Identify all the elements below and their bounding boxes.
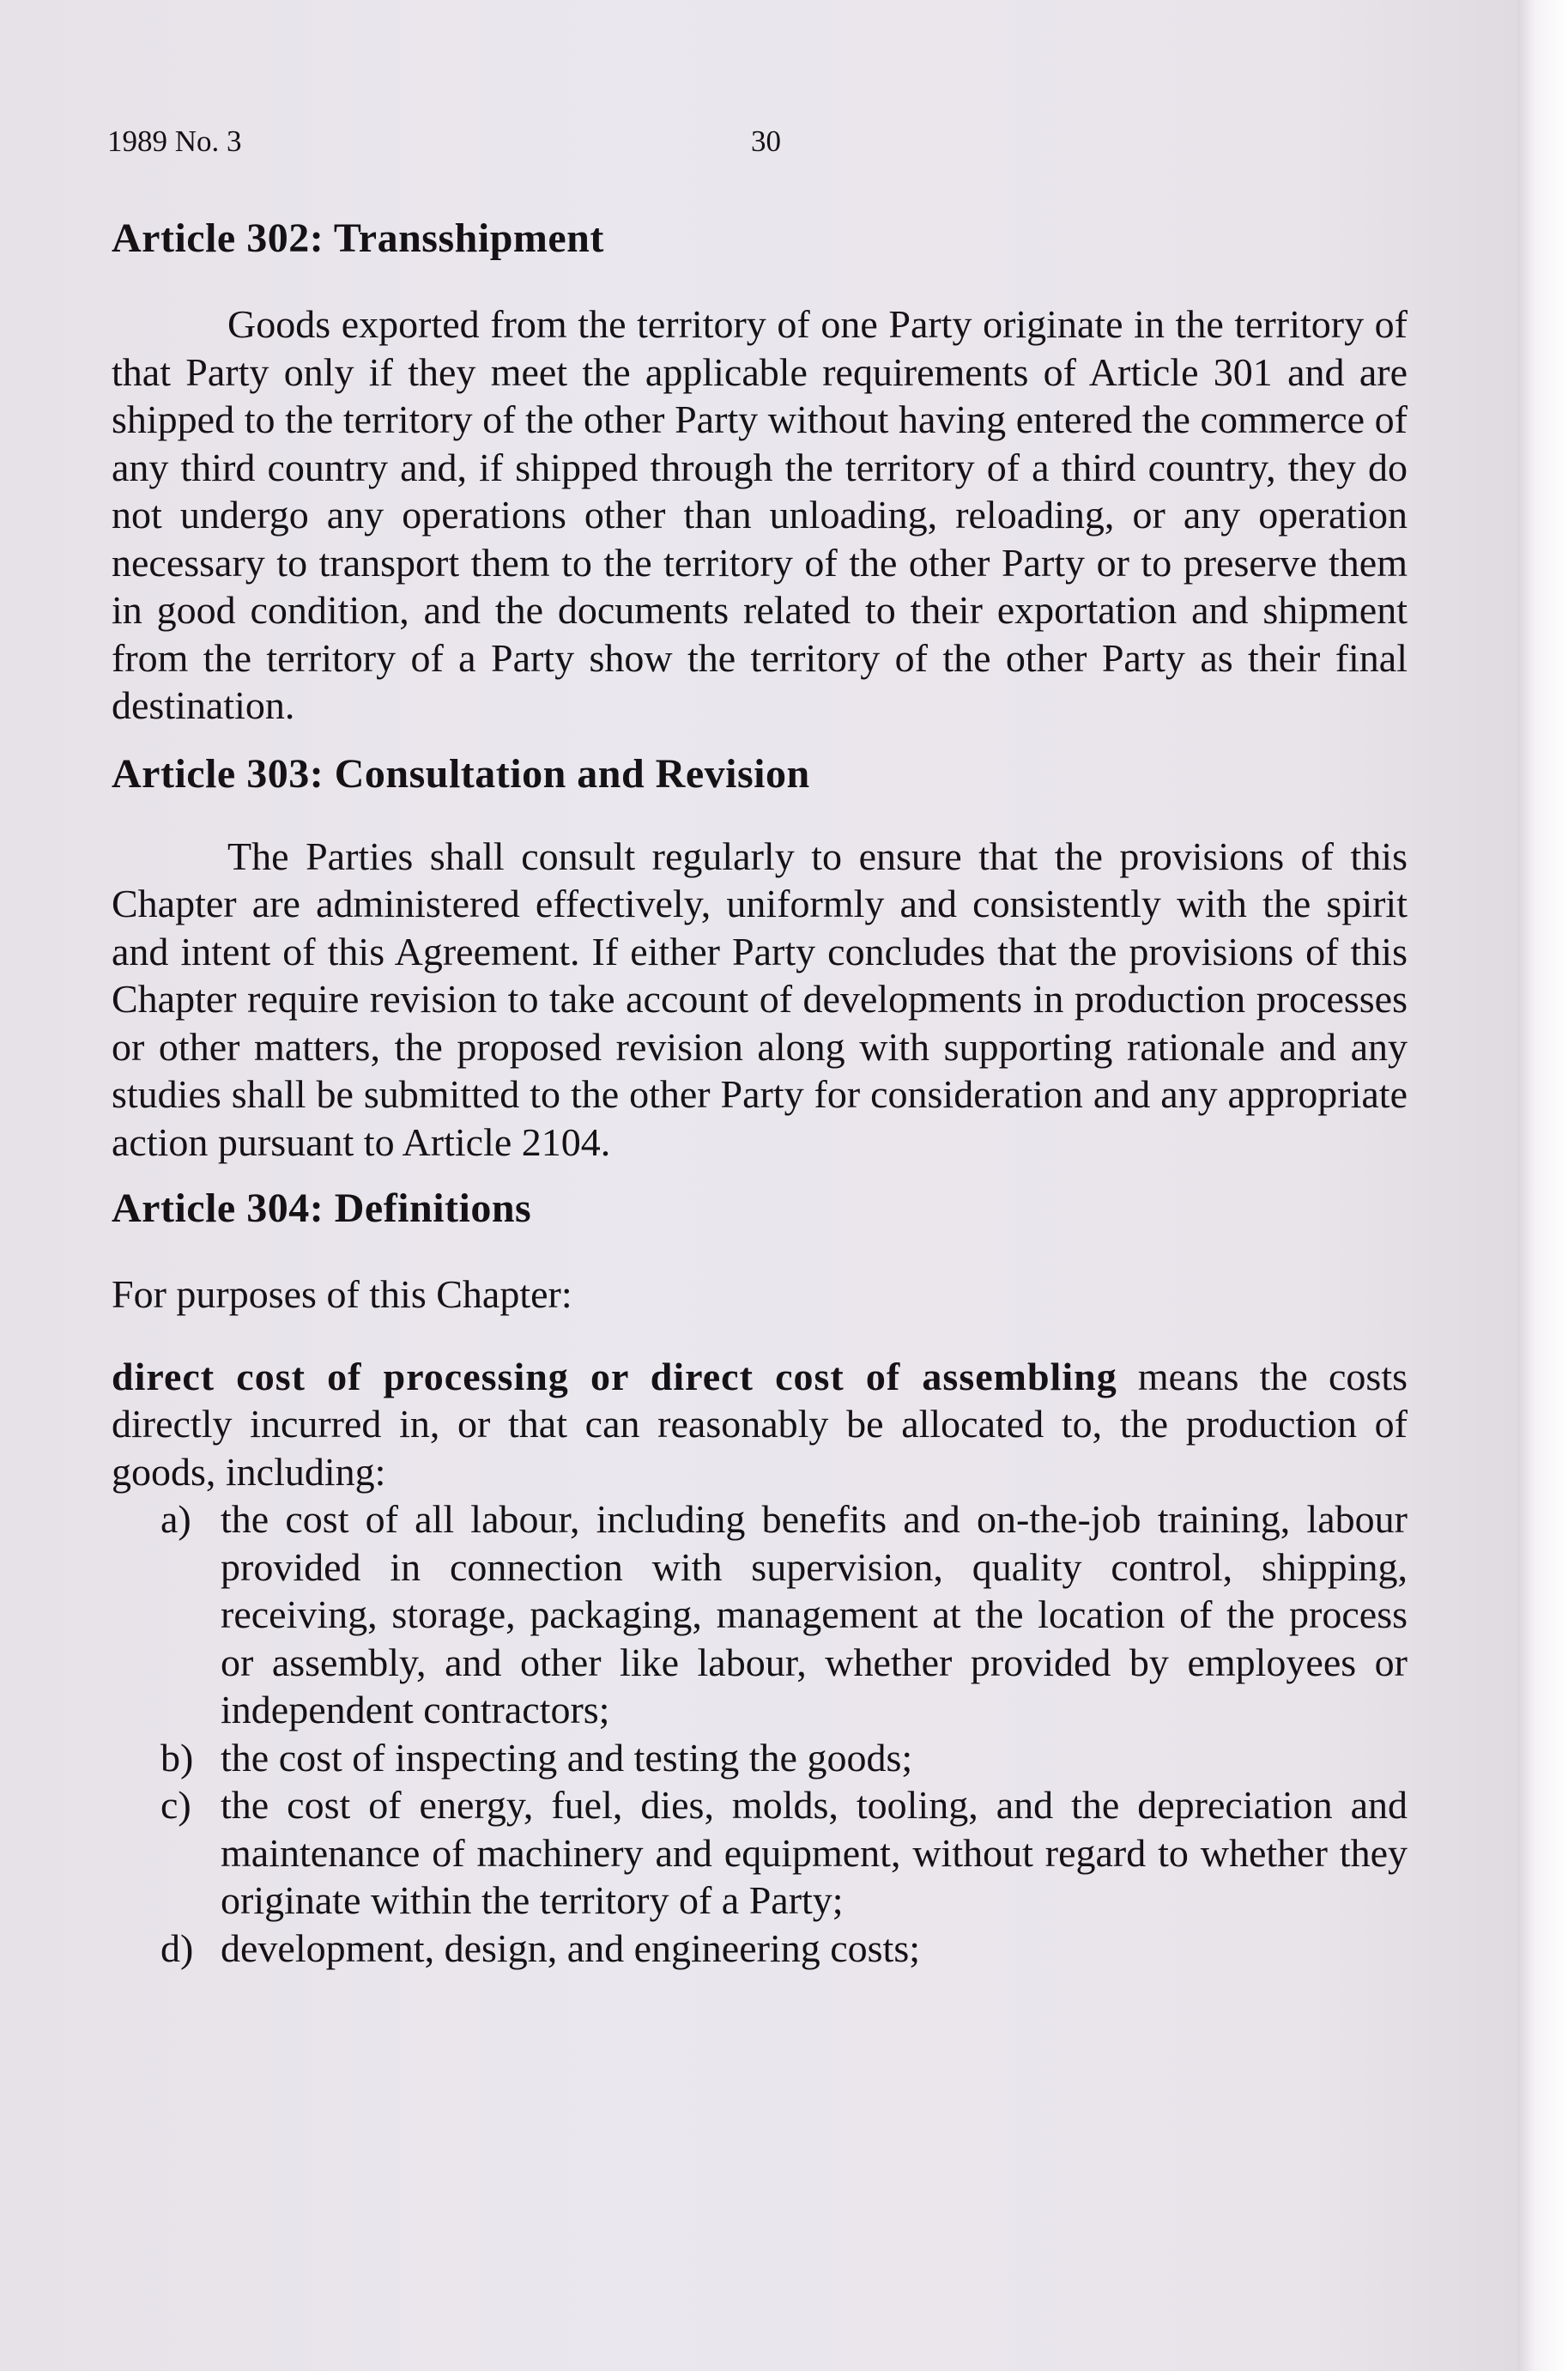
list-item: [112, 1781, 1408, 1925]
list-item-text: the cost of all labour, including benefits and on-the-job training, labour provided in connection with supervision, quality control, shipping, receiving, storage, packaging, management at the location of the process or assembly, and other like labour, whether provided by employees or independent contractors;: [221, 1497, 1408, 1731]
article-302: [112, 213, 1408, 730]
list-item-text: the cost of inspecting and testing the goods;: [221, 1735, 913, 1780]
list-item: [112, 1925, 1408, 1973]
page-content: [112, 213, 1408, 1972]
list-item: [112, 1495, 1408, 1734]
article-302-body: Goods exported from the territory of one Party originate in the territory of that Party only if they meet the applicable requirements of Article 301 and are shipped to the territory of the other Party without having entered the commerce of any third country and, if shipped through the territory of a third country, they do not undergo any operations other than unloading, reloading, or any operation necessary to transport them to the territory of the other Party or to preserve them in good condition, and the documents related to their exportation and shipment from the territory of a Party show the territory of the other Party as their final destination.: [112, 302, 1408, 727]
page-number: 30: [751, 124, 781, 158]
list-item-marker: d): [160, 1925, 194, 1970]
list-item-marker: a): [160, 1497, 191, 1541]
list-item-marker: b): [160, 1735, 194, 1780]
list-item: [112, 1734, 1408, 1782]
page-header: [107, 120, 1395, 163]
page-edge: [1517, 0, 1568, 2371]
definition-paragraph: [112, 1353, 1408, 1496]
list-item-text: the cost of energy, fuel, dies, molds, tooling, and the depreciation and maintenance of machinery and equipment, without regard to whether they originate within the territory of a Party;: [221, 1783, 1408, 1922]
definition-items: [112, 1495, 1408, 1972]
list-item-text: development, design, and engineering costs;: [221, 1925, 921, 1970]
article-304-intro: For purposes of this Chapter:: [112, 1272, 572, 1316]
article-304-heading: Article 304: Definitions: [112, 1186, 532, 1231]
definition-text: means the costs directly incurred in, or that can reasonably be allocated to, the production of goods, including:: [112, 1354, 1408, 1494]
article-302-heading: Article 302: Transshipment: [112, 215, 604, 261]
article-303: [112, 749, 1408, 1167]
list-item-marker: c): [160, 1783, 191, 1827]
article-303-body: The Parties shall consult regularly to ensure that the provisions of this Chapter are administered effectively, uniformly and consistently with the spirit and intent of this Agreement. If either Party concludes that the provisions of this Chapter require revision to take account of developments in production processes or other matters, the proposed revision along with supporting rationale and any studies shall be submitted to the other Party for consideration and any appropriate action pursuant to Article 2104.: [112, 834, 1408, 1164]
doc-reference: 1989 No. 3: [107, 124, 242, 158]
definition-term: direct cost of processing or direct cost of assembling: [112, 1354, 1117, 1398]
article-303-heading: Article 303: Consultation and Revision: [112, 750, 810, 797]
article-304: [112, 1183, 1408, 1972]
